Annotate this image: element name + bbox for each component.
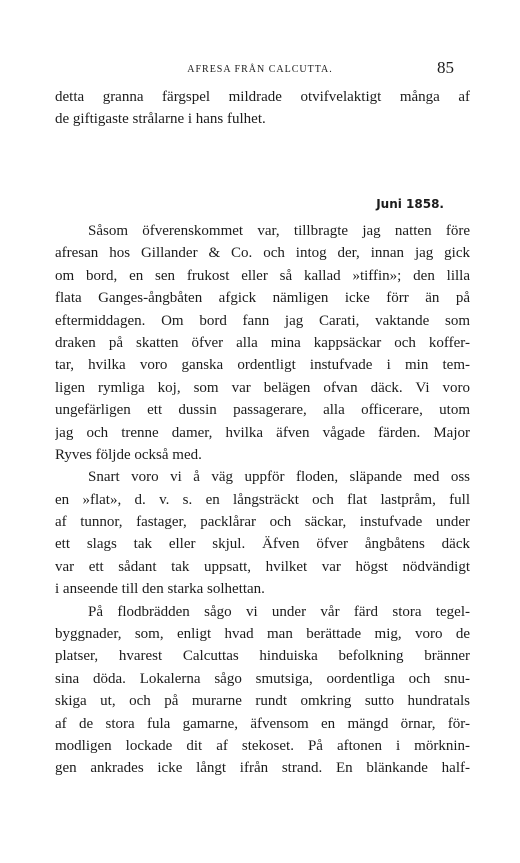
text-line: jag och trenne damer, hvilka äfven vågade färden. Major (55, 424, 470, 441)
text-line: af de stora fula gamarne, äfvensom en mängd örnar, för- (55, 715, 470, 732)
text-line: af tunnor, fastager, packlårar och säckar, instufvade under (55, 514, 470, 531)
text-line: flata Ganges-ångbåten afgick nämligen icke förr än på (55, 290, 470, 307)
text-line: draken på skatten öfver alla mina kappsäckar och koffer- (55, 334, 470, 351)
body-text (55, 220, 470, 780)
text-line: byggnader, som, enligt hvad man berättade mig, voro de (55, 626, 470, 643)
text-line: gen ankrades icke långt ifrån strand. En blänkande half- (55, 760, 470, 777)
running-title: AFRESA FRÅN CALCUTTA. (187, 64, 333, 75)
text-line: modligen lockade dit af stekoset. På aftonen i mörknin- (55, 737, 470, 754)
text-line: i anseende till den starka solhettan. (55, 581, 265, 598)
text-line: en »flat», d. v. s. en långsträckt och flat lastpråm, full (55, 491, 470, 508)
text-line: Snart voro vi å väg uppför floden, släpande med oss (88, 469, 470, 486)
text-line: Såsom öfverenskommet var, tillbragte jag natten före (88, 223, 470, 239)
page-number: 85 (437, 58, 454, 77)
text-line: de giftigaste strålarne i hans fulhet. (55, 111, 266, 128)
text-line: ligen rymliga koj, som var belägen ofvan däck. Vi voro (55, 379, 470, 396)
top-paragraph (55, 86, 470, 131)
text-line: eftermiddagen. Om bord fann jag Carati, vaktande som (55, 312, 470, 329)
text-line: om bord, en sen frukost eller så kallad »tiffin»; den lilla (55, 267, 470, 284)
text-line: skiga ut, och på murarne rundt omkring sutto hundratals (55, 693, 470, 710)
text-line: ungefärligen ett dussin passagerare, alla officerare, utom (55, 402, 470, 419)
text-line: Ryves följde också med. (55, 446, 202, 463)
text-line: ett slags tak eller skjul. Äfven öfver ångbåtens däck (55, 536, 470, 553)
section-date: Juni 1858. (376, 197, 444, 211)
text-line: sina döda. Lokalerna sågo smutsiga, oordentliga och snu- (55, 670, 470, 687)
text-line: var ett sådant tak uppsatt, hvilket var högst nödvändigt (55, 558, 470, 575)
text-line: detta granna färgspel mildrade otvifvelaktigt många af (55, 89, 470, 105)
text-line: tar, hvilka voro ganska ordentligt instufvade i min tem- (55, 357, 470, 374)
text-line: afresan hos Gillander & Co. och intog der, innan jag gick (55, 245, 470, 262)
text-line: platser, hvarest Calcuttas hinduiska befolkning bränner (55, 648, 470, 665)
text-line: På flodbrädden sågo vi under vår färd stora tegel- (88, 603, 470, 620)
